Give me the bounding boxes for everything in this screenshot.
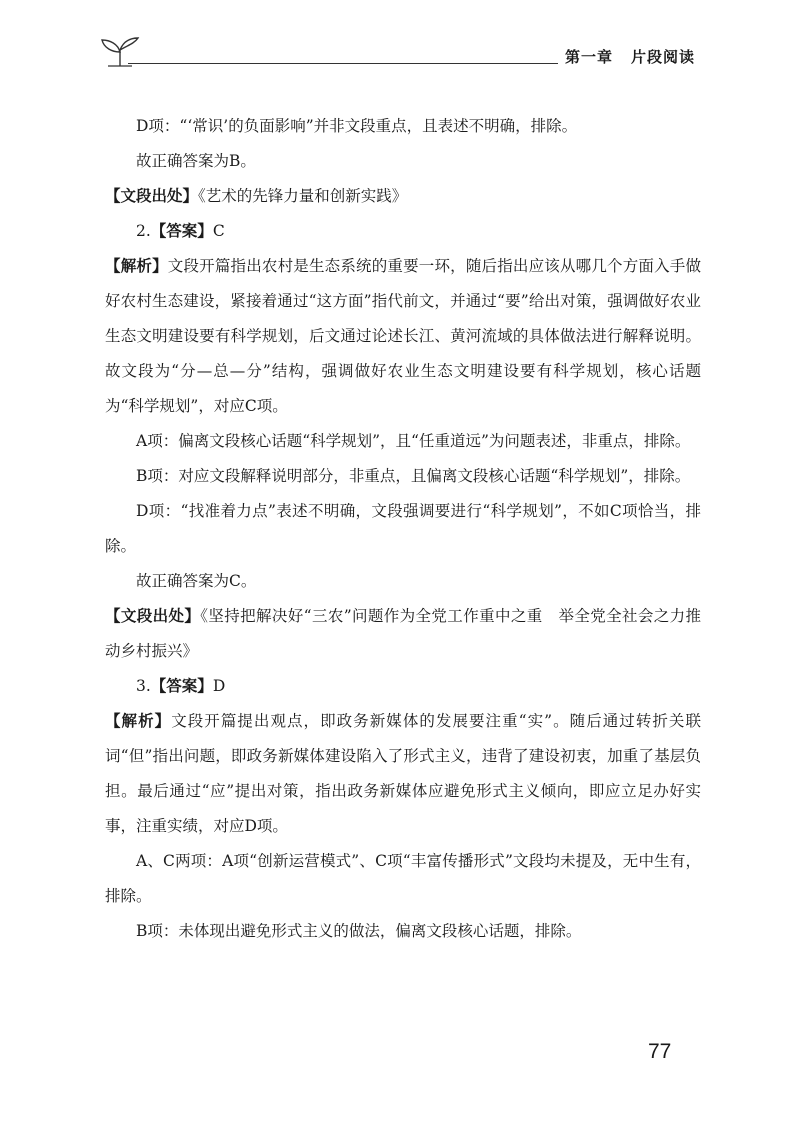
paragraph-text: C [212,222,225,240]
question-number: 2. [136,222,151,240]
bracket-label: 【文段出处】 [105,187,199,205]
paragraph-text: D [212,677,226,695]
paragraph [105,144,701,179]
section-label: 片段阅读 [631,48,696,66]
bracket-label: 【解析】 [105,257,168,275]
question-number: 3. [136,677,151,695]
paragraph-text: D项：“‘常识’的负面影响”并非文段重点，且表述不明确，排除。 [136,117,578,135]
bracket-label: 【答案】 [150,222,213,240]
paragraph-text: D项：“找准着力点”表述不明确，文段强调要进行“科学规划”，不如C项恰当，排除。 [105,502,701,555]
paragraph [105,424,701,459]
paragraph-text: 文段开篇指出农村是生态系统的重要一环，随后指出应该从哪几个方面入手做好农村生态建设，紧接着通过“这方面”指代前文，并通过“要”给出对策，强调做好农业生态文明建设要有科学规划，后文通过论述长江、黄河流域的具体做法进行解释说明。故文段为“分—总—分”结构，强调做好农业生态文明建设要有科学规划，核心话题为“科学规划”，对应C项。 [105,257,701,415]
running-header [565,46,695,67]
paragraph [105,599,701,669]
chapter-label: 第一章 [565,48,614,66]
paragraph-text: B项：对应文段解释说明部分，非重点，且偏离文段核心话题“科学规划”，排除。 [136,467,691,485]
paragraph-text: 故正确答案为C。 [136,572,257,590]
header-rule [128,63,558,64]
paragraph-text: A、C两项：A项“创新运营模式”、C项“丰富传播形式”文段均未提及，无中生有，排除。 [105,852,701,905]
bracket-label: 【文段出处】 [105,607,201,625]
paragraph [105,214,701,249]
paragraph [105,564,701,599]
paragraph-text: 《艺术的先锋力量和创新实践》 [198,187,408,205]
bracket-label: 【解析】 [105,712,172,730]
sprout-icon [100,36,140,70]
paragraph-text: 故正确答案为B。 [136,152,256,170]
paragraph [105,109,701,144]
paragraph [105,669,701,704]
paragraph [105,459,701,494]
paragraph [105,249,701,424]
paragraph-text: B项：未体现出避免形式主义的做法，偏离文段核心话题，排除。 [136,922,582,940]
paragraph-text: 文段开篇提出观点，即政务新媒体的发展要注重“实”。随后通过转折关联词“但”指出问题，即政务新媒体建设陷入了形式主义，违背了建设初衷，加重了基层负担。最后通过“应”提出对策，指出政务新媒体应避免形式主义倾向，即应立足办好实事，注重实绩，对应D项。 [105,712,701,835]
paragraph-text: 《坚持把解决好“三农”问题作为全党工作重中之重 举全党全社会之力推动乡村振兴》 [105,607,701,660]
paragraph [105,179,701,214]
paragraph [105,844,701,914]
page-number: 77 [648,1040,672,1063]
paragraph [105,914,701,949]
bracket-label: 【答案】 [150,677,213,695]
paragraph [105,704,701,844]
page-body [105,109,701,949]
paragraph-text: A项：偏离文段核心话题“科学规划”，且“任重道远”为问题表述，非重点，排除。 [136,432,691,450]
paragraph [105,494,701,564]
